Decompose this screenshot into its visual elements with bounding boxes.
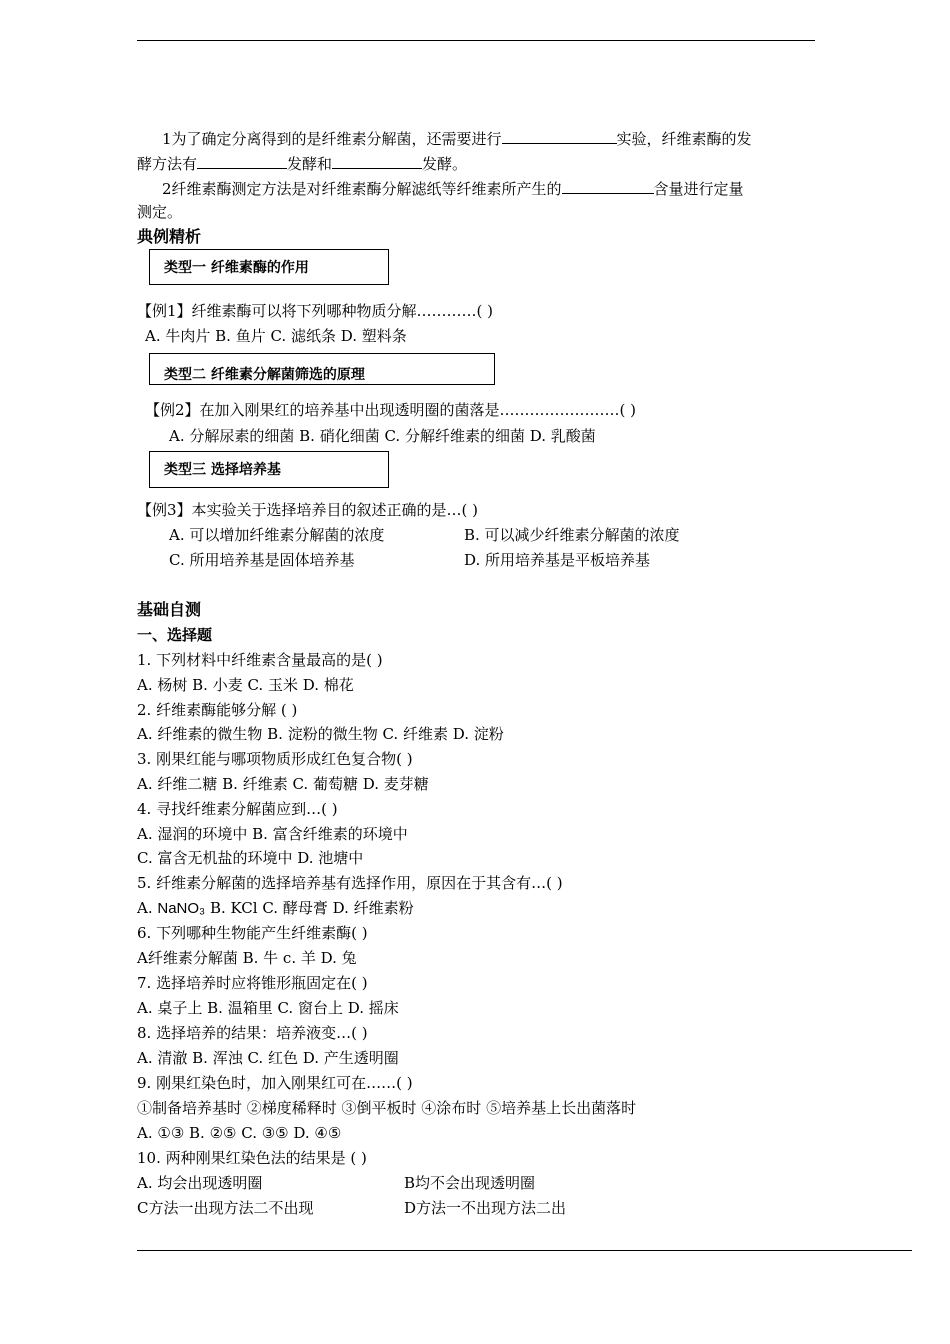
type-label: 类型二 纤维素分解菌筛选的原理 [164,367,365,383]
intro-text: 发酵。 [422,155,468,173]
type-label: 类型一 纤维素酶的作用 [164,260,309,276]
question-5: 5. 纤维素分解菌的选择培养基有选择作用，原因在于其含有…( ) [137,874,563,892]
question-1-options: A. 杨树 B. 小麦 C. 玉米 D. 棉花 [137,676,354,694]
question-4: 4. 寻找纤维素分解菌应到…( ) [137,800,338,818]
question-5-options [137,898,414,919]
example-3-option-a: A. 可以增加纤维素分解菌的浓度 [169,526,385,544]
top-rule [137,40,815,41]
question-9-options: A. ①③ B. ②⑤ C. ③⑤ D. ④⑤ [137,1124,342,1142]
intro-text: 1为了确定分离得到的是纤维素分解菌，还需要进行 [162,130,502,148]
example-3-option-c: C. 所用培养基是固体培养基 [169,551,355,569]
intro-line-4 [137,202,182,222]
question-1: 1. 下列材料中纤维素含量最高的是( ) [137,651,383,669]
question-3: 3. 刚果红能与哪项物质形成红色复合物( ) [137,750,413,768]
type-label: 类型三 选择培养基 [164,462,281,478]
answer-blank[interactable] [562,178,654,194]
question-10: 10. 两种刚果红染色法的结果是 ( ) [137,1149,367,1167]
example-1-options: A. 牛肉片 B. 鱼片 C. 滤纸条 D. 塑料条 [145,327,407,345]
question-9: 9. 刚果红染色时，加入刚果红可在……( ) [137,1074,413,1092]
question-6-options: A纤维素分解菌 B. 牛 c. 羊 D. 兔 [137,949,357,967]
intro-text: 2纤维素酶测定方法是对纤维素酶分解滤纸等纤维素所产生的 [162,180,562,198]
answer-blank[interactable] [197,153,287,169]
intro-text: 测定。 [137,203,183,221]
examples-heading: 典例精析 [137,227,202,246]
intro-text: 发酵和 [287,155,333,173]
bottom-rule [137,1250,912,1251]
type-box-3 [149,451,389,488]
intro-line-3 [162,178,744,199]
intro-line-1 [162,128,752,149]
section-heading: 一、选择题 [137,626,213,644]
example-3-question: 【例3】本实验关于选择培养目的叙述正确的是…( ) [137,501,479,519]
question-10-option-c: C方法一出现方法二不出现 [137,1199,314,1217]
question-4-options-cd: C. 富含无机盐的环境中 D. 池塘中 [137,849,364,867]
selftest-heading: 基础自测 [137,600,202,619]
question-8: 8. 选择培养的结果：培养液变…( ) [137,1024,368,1042]
question-9-steps: ①制备培养基时 ②梯度稀释时 ③倒平板时 ④涂布时 ⑤培养基上长出菌落时 [137,1099,637,1117]
answer-blank[interactable] [502,128,617,144]
question-10-option-b: B均不会出现透明圈 [404,1174,536,1192]
question-7: 7. 选择培养时应将锥形瓶固定在( ) [137,974,368,992]
question-2: 2. 纤维素酶能够分解 ( ) [137,701,298,719]
type-box-1 [149,249,389,285]
option-value: NaNO₃ [157,900,206,917]
option-label: A. [137,899,158,917]
intro-text: 含量进行定量 [653,180,744,198]
example-3-option-d: D. 所用培养基是平板培养基 [464,551,651,569]
type-box-2 [149,353,495,385]
question-8-options: A. 清澈 B. 浑浊 C. 红色 D. 产生透明圈 [137,1049,399,1067]
example-2-question: 【例2】在加入刚果红的培养基中出现透明圈的菌落是……………………( ) [145,401,637,419]
example-2-options: A. 分解尿素的细菌 B. 硝化细菌 C. 分解纤维素的细菌 D. 乳酸菌 [169,427,596,445]
example-3-option-b: B. 可以减少纤维素分解菌的浓度 [464,526,680,544]
question-2-options: A. 纤维素的微生物 B. 淀粉的微生物 C. 纤维素 D. 淀粉 [137,725,504,743]
question-4-options-ab: A. 湿润的环境中 B. 富含纤维素的环境中 [137,825,408,843]
example-1-question: 【例1】纤维素酶可以将下列哪种物质分解…………( ) [137,302,494,320]
intro-text: 酵方法有 [137,155,198,173]
question-6: 6. 下列哪种生物能产生纤维素酶( ) [137,924,368,942]
answer-blank[interactable] [332,153,422,169]
question-10-option-a: A. 均会出现透明圈 [137,1174,263,1192]
question-3-options: A. 纤维二糖 B. 纤维素 C. 葡萄糖 D. 麦芽糖 [137,775,429,793]
question-10-option-d: D方法一不出现方法二出 [404,1199,567,1217]
option-rest: B. KCl C. 酵母膏 D. 纤维素粉 [205,899,414,917]
question-7-options: A. 桌子上 B. 温箱里 C. 窗台上 D. 摇床 [137,999,399,1017]
intro-line-2 [137,153,467,174]
intro-text: 实验，纤维素酶的发 [616,130,752,148]
